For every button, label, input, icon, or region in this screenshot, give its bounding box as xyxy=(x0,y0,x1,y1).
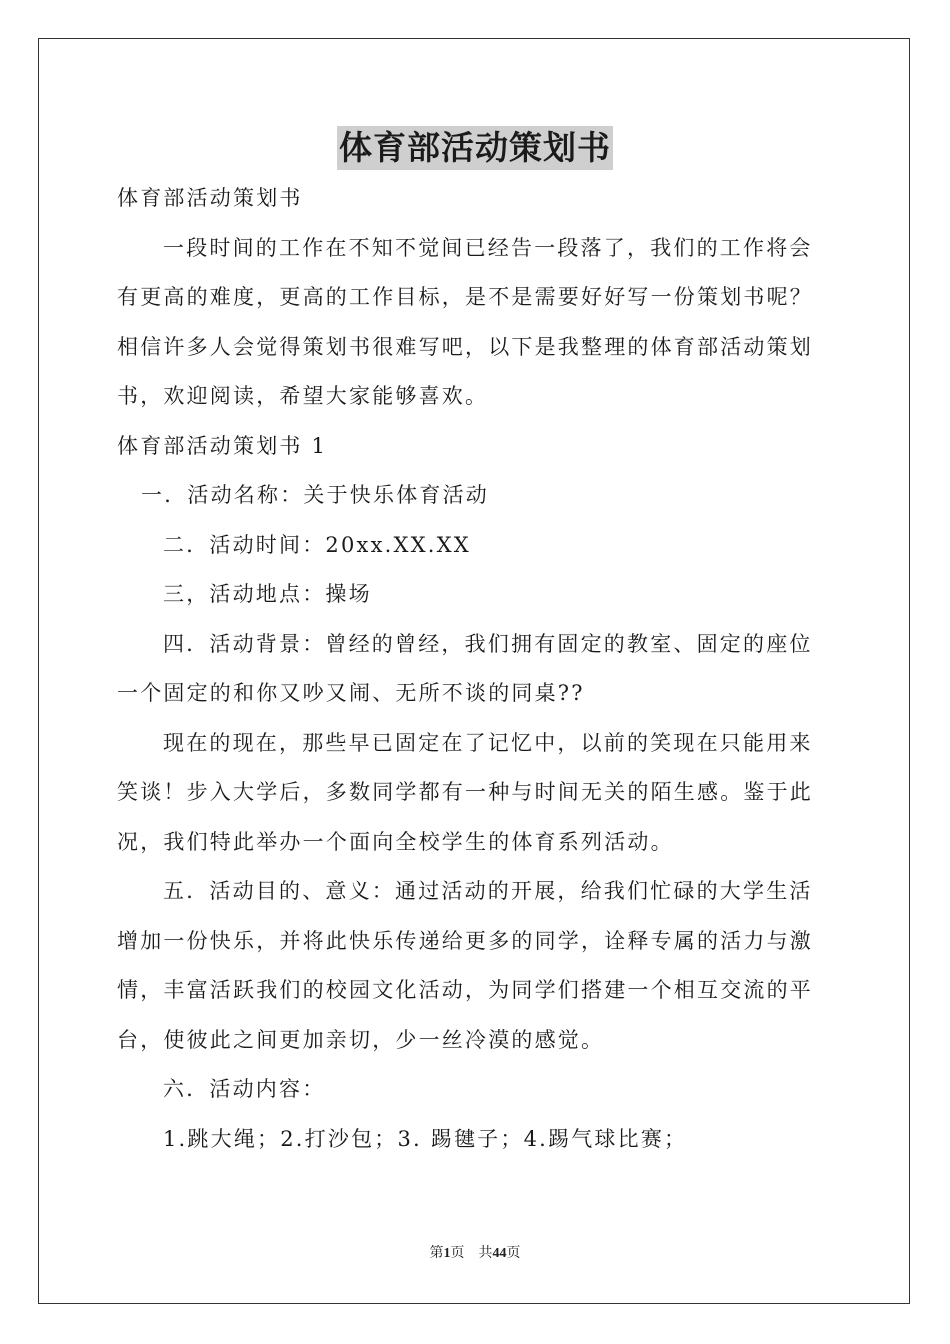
footer-total-suffix: 页 xyxy=(506,1246,521,1261)
footer-page-prefix: 第 xyxy=(429,1246,444,1261)
item-activity-time: 二．活动时间：20xx.XX.XX xyxy=(163,532,471,557)
section-heading: 体育部活动策划书 1 xyxy=(117,433,328,458)
document-subtitle: 体育部活动策划书 xyxy=(117,186,303,210)
footer-total-pages: 44 xyxy=(492,1246,507,1261)
item-activity-location: 三，活动地点：操场 xyxy=(163,582,372,606)
document-title: 体育部活动策划书 xyxy=(337,126,613,170)
footer-total-prefix: 共 xyxy=(478,1246,493,1261)
activity-content-list: 1.跳大绳；2.打沙包；3. 踢毽子；4.踢气球比赛； xyxy=(163,1126,688,1151)
item-activity-content: 六．活动内容： xyxy=(163,1077,326,1101)
page-footer xyxy=(0,1242,950,1262)
background-continued-paragraph: 现在的现在，那些早已固定在了记忆中，以前的笑现在只能用来笑谈！步入大学后，多数同学都有一种与时间无关的陌生感。鉴于此况，我们特此举办一个面向全校学生的体育系列活动。 xyxy=(117,730,813,854)
intro-paragraph: 一段时间的工作在不知不觉间已经告一段落了，我们的工作将会有更高的难度，更高的工作目标，是不是需要好好写一份策划书呢？相信许多人会觉得策划书很难写吧，以下是我整理的体育部活动策划书，欢迎阅读，希望大家能够喜欢。 xyxy=(117,235,813,408)
item-activity-purpose: 五．活动目的、意义：通过活动的开展，给我们忙碌的大学生活增加一份快乐，并将此快乐传递给更多的同学，诠释专属的活力与激情，丰富活跃我们的校园文化活动，为同学们搭建一个相互交流的平台，使彼此之间更加亲切，少一丝冷漠的感觉。 xyxy=(117,879,813,1052)
document-body xyxy=(117,174,833,1164)
title-area xyxy=(0,126,950,170)
item-activity-background: 四．活动背景：曾经的曾经，我们拥有固定的教室、固定的座位一个固定的和你又吵又闹、无所不谈的同桌?? xyxy=(117,631,813,705)
item-activity-name: 一．活动名称：关于快乐体育活动 xyxy=(141,483,489,507)
footer-page-number: 1 xyxy=(443,1246,451,1261)
footer-page-suffix: 页 xyxy=(450,1246,465,1261)
